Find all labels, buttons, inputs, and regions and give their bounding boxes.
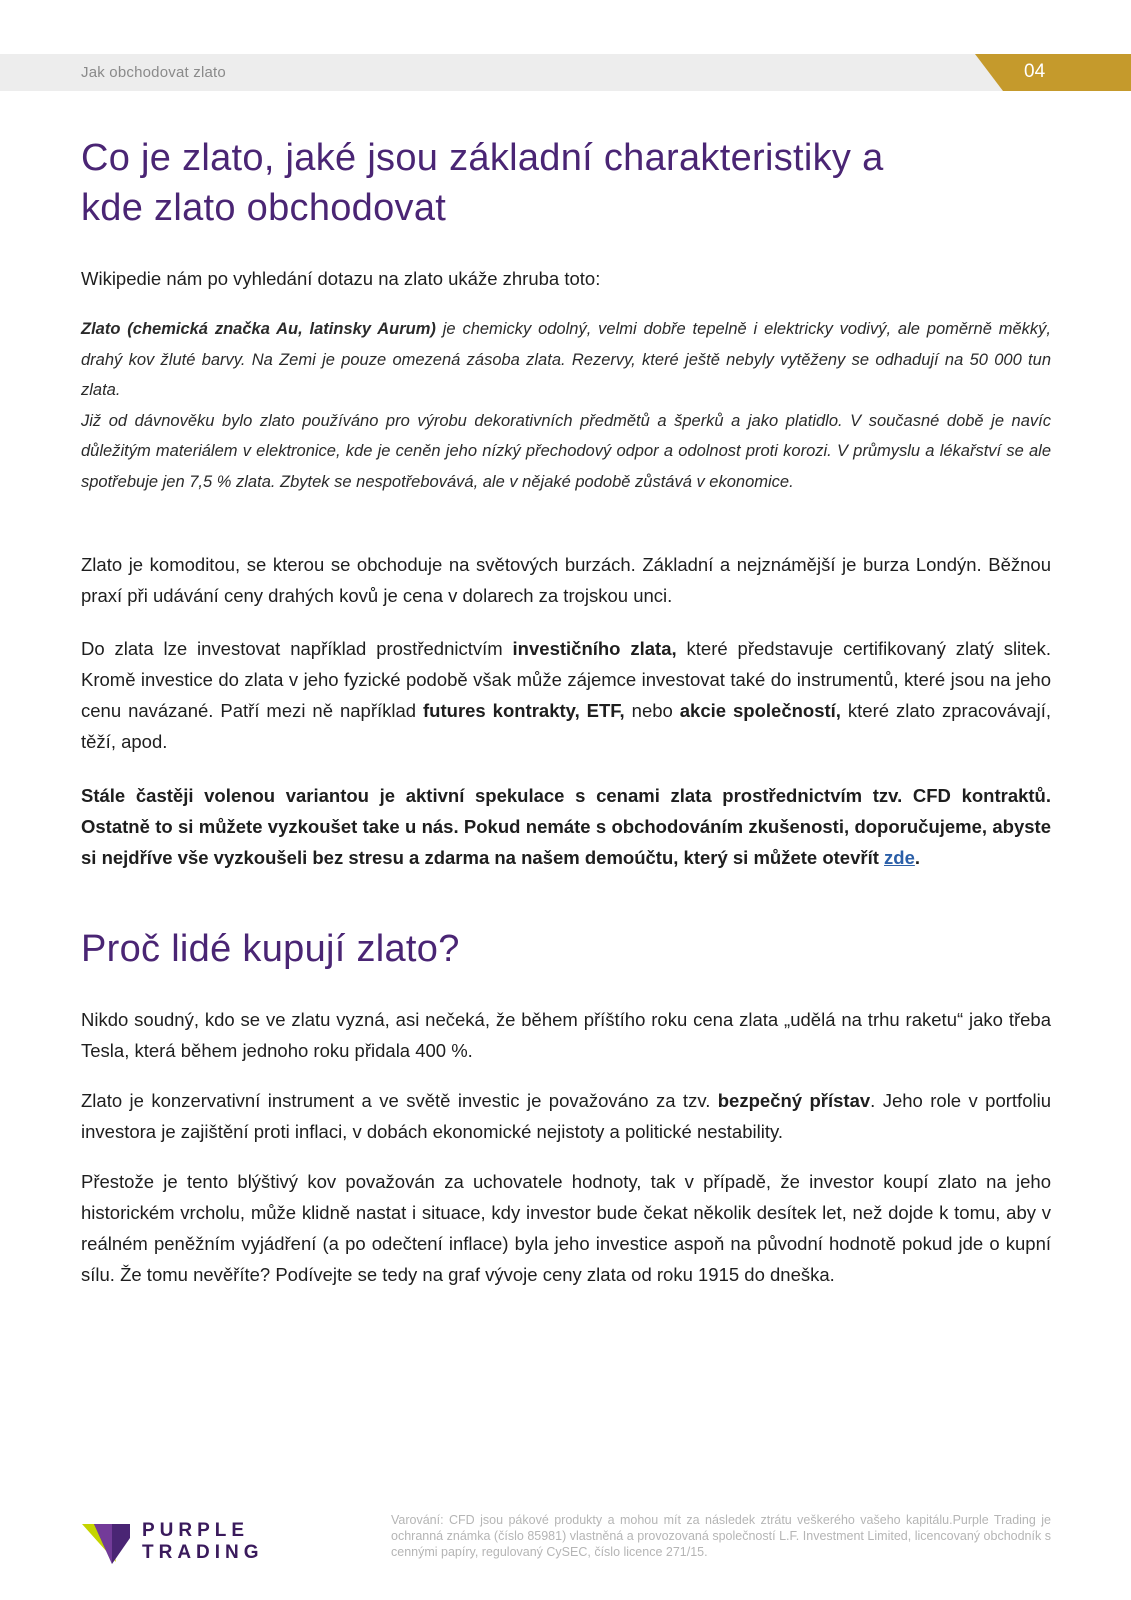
risk-disclaimer: Varování: CFD jsou pákové produkty a mohou mít za následek ztrátu veškerého vašeho kapitálu.Purple Trading je ochranná známka (číslo 85981) vlastněná a provozovaná společností L.F. Investment Limited, licencovaný obchodník s cennými papíry, regulovaný CySEC, číslo licence 271/15. xyxy=(391,1513,1051,1559)
bold-safe-haven: bezpečný přístav xyxy=(717,1090,871,1111)
text-span: Do zlata lze investovat například prostřednictvím xyxy=(81,638,513,659)
text-span: . xyxy=(914,847,920,868)
logo-mark-icon xyxy=(82,1520,132,1566)
paragraph-investment-options xyxy=(81,633,1051,757)
text-span: Zlato je konzervativní instrument a ve světě investic je považováno za tzv. xyxy=(81,1090,718,1111)
logo-wordmark xyxy=(142,1520,264,1564)
bold-futures-etf: futures kontrakty, ETF, xyxy=(423,700,625,721)
text-span: nebo xyxy=(624,700,680,721)
quote-lead: Zlato (chemická značka Au, latinsky Aurum) xyxy=(81,320,436,338)
demo-account-link[interactable]: zde xyxy=(884,847,915,868)
intro-paragraph: Wikipedie nám po vyhledání dotazu na zlato ukáže zhruba toto: xyxy=(81,268,601,289)
heading-line-2: kde zlato obchodovat xyxy=(81,187,447,229)
wikipedia-quote xyxy=(81,314,1051,497)
logo-line-1: PURPLE xyxy=(142,1520,250,1541)
text-span: . Jeho role v portfoliu investora je zajištění proti inflaci, v dobách ekonomické nejistoty a politické nestability. xyxy=(81,1090,1051,1142)
section-heading-why-buy-gold: Proč lidé kupují zlato? xyxy=(81,928,460,970)
text-span: které zlato zpracovávají, těží, apod. xyxy=(81,700,1052,752)
header-title: Jak obchodovat zlato xyxy=(81,64,226,81)
text-span: které představuje certifikovaný zlatý slitek. Kromě investice do zlata v jeho fyzické podobě však může zájemce investovat také do instrumentů, které jsou na jeho cenu navázané. Patří mezi ně například xyxy=(81,638,1051,721)
bold-company-shares: akcie společností, xyxy=(679,700,841,721)
paragraph-cfd-demo xyxy=(81,780,1051,873)
section-heading-gold-basics xyxy=(81,133,1051,233)
purple-trading-logo xyxy=(82,1518,267,1568)
paragraph-historical-peak: Přestože je tento blýštivý kov považován za uchovatele hodnoty, tak v případě, že investor koupí zlato na jeho historickém vrcholu, může klidně nastat i situace, kdy investor bude čekat několik desítek let, než dojde k tomu, aby v reálném peněžním vyjádření (a po odečtení inflace) byla jeho investice aspoň na původní hodnotě pokud jde o kupní sílu. Že tomu nevěříte? Podívejte se tedy na graf vývoje ceny zlata od roku 1915 do dneška. xyxy=(81,1171,1051,1285)
quote-paragraph-2: Již od dávnověku bylo zlato používáno pro výrobu dekorativních předmětů a šperků a jako platidlo. V současné době je navíc důležitým materiálem v elektronice, kde je ceněn jeho nízký přechodový odpor a odolnost proti korozi. V průmyslu a lékařství se ale spotřebuje jen 7,5 % zlata. Zbytek se nespotřebovává, ale v nějaké podobě zůstává v ekonomice. xyxy=(81,411,1051,491)
page-number: 04 xyxy=(1024,61,1046,82)
bold-investment-gold: investičního zlata, xyxy=(512,638,677,659)
paragraph-gold-commodity: Zlato je komoditou, se kterou se obchoduje na světových burzách. Základní a nejznámější je burza Londýn. Běžnou praxí při udávání ceny drahých kovů je cena v dolarech za trojskou unci. xyxy=(81,554,1051,606)
heading-line-1: Co je zlato, jaké jsou základní charakteristiky a xyxy=(81,137,884,179)
cfd-text: Stále častěji volenou variantou je aktivní spekulace s cenami zlata prostřednictvím tzv. CFD kontraktů. Ostatně to si můžete vyzkoušet take u nás. Pokud nemáte s obchodováním zkušenosti, doporučujeme, abyste si nejdříve vše vyzkoušeli bez stresu a zdarma na našem demoúčtu, který si můžete otevřít xyxy=(81,785,1051,868)
quote-paragraph-1 xyxy=(81,314,1051,406)
logo-line-2: TRADING xyxy=(142,1542,264,1563)
paragraph-no-rocket: Nikdo soudný, kdo se ve zlatu vyzná, asi nečeká, že během příštího roku cena zlata „udělá na trhu raketu“ jako třeba Tesla, která během jednoho roku přidala 400 %. xyxy=(81,1009,1051,1061)
quote-text-1: je chemicky odolný, velmi dobře tepelně i elektricky vodivý, ale poměrně měkký, drahý kov žluté barvy. Na Zemi je pouze omezená zásoba zlata. Rezervy, které ještě nebyly vytěženy se odhadují na 50 000 tun zlata. xyxy=(81,320,1051,399)
paragraph-safe-haven xyxy=(81,1085,1051,1147)
